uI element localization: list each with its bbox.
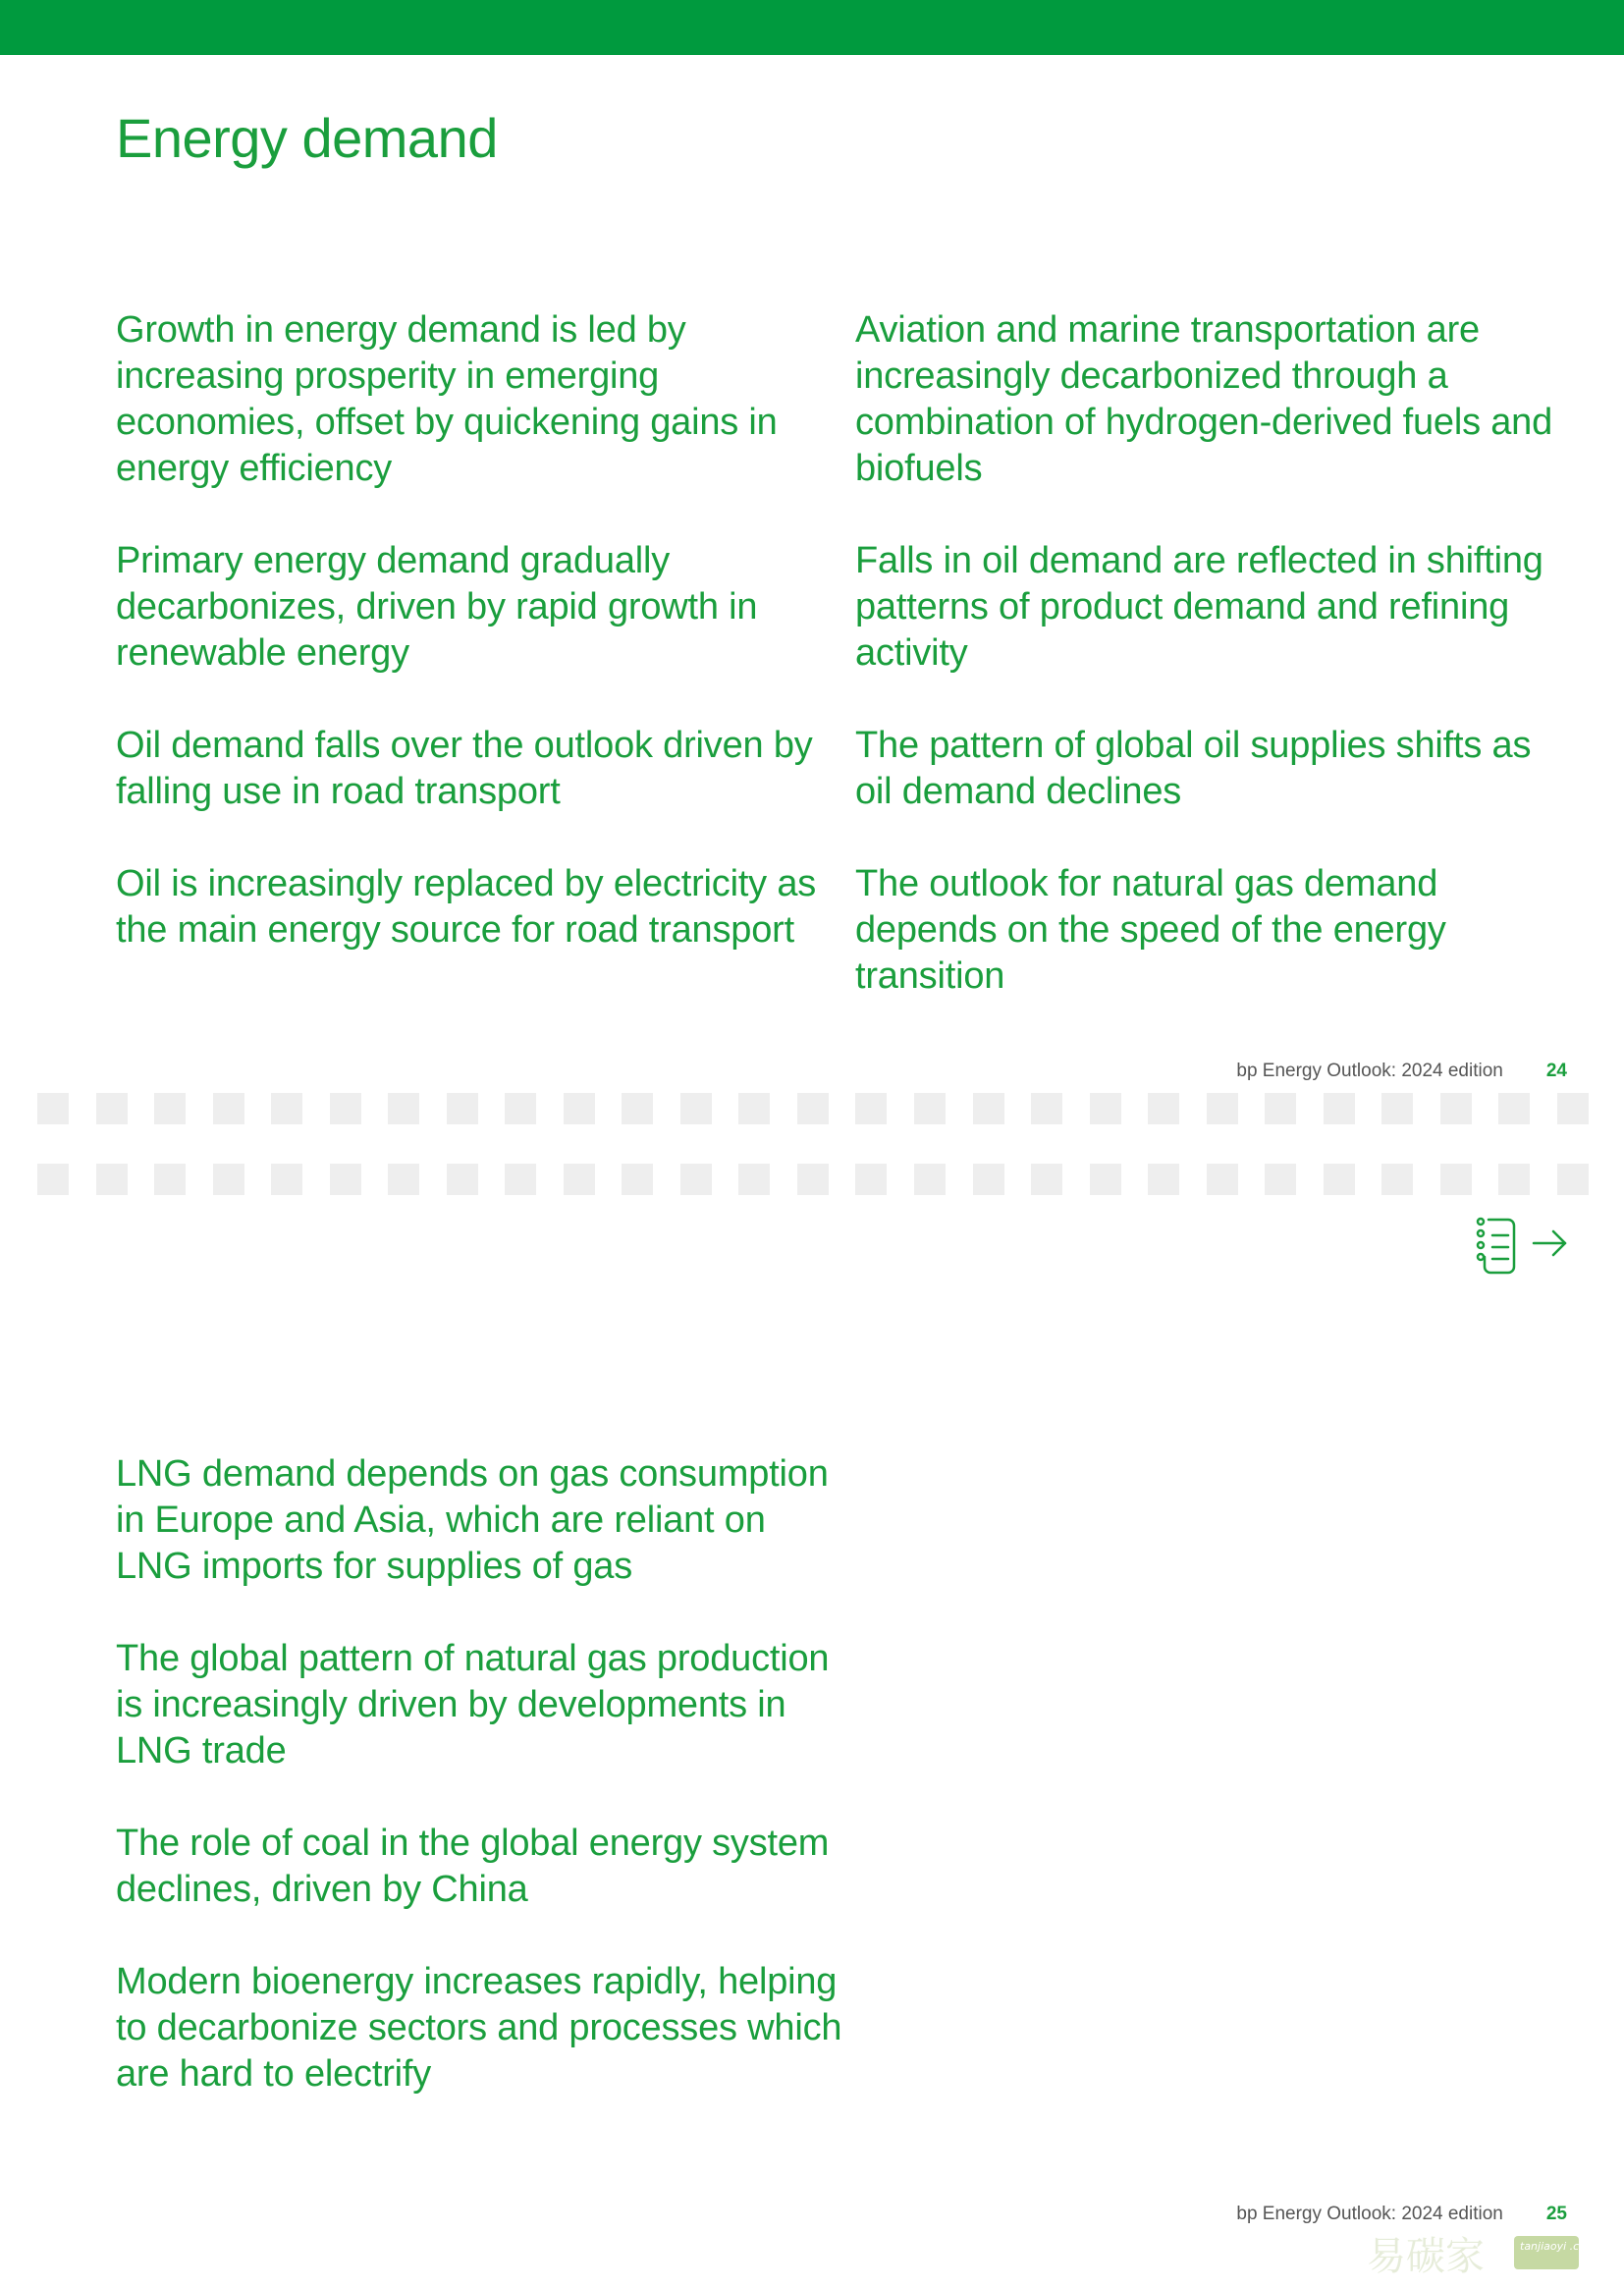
- page24-left-column: [116, 307, 823, 1000]
- top-brand-bar: [0, 0, 1624, 55]
- summary-item: Falls in oil demand are reflected in shifting patterns of product demand and refining activity: [855, 540, 1543, 674]
- summary-item: Growth in energy demand is led by increasing prosperity in emerging economies, offset by quickening gains in energy efficiency: [116, 309, 778, 489]
- summary-item: The global pattern of natural gas production is increasingly driven by developments in LNG trade: [116, 1638, 830, 1771]
- summary-item: The outlook for natural gas demand depends on the speed of the energy transition: [855, 863, 1446, 997]
- watermark-text: 易碳家: [1367, 2234, 1485, 2279]
- page-divider: [37, 1093, 1589, 1124]
- contents-list-arrow-icon[interactable]: [1473, 1214, 1573, 1277]
- summary-item: Oil is increasingly replaced by electricity as the main energy source for road transport: [116, 863, 817, 951]
- page25-left-column: [116, 1451, 842, 2144]
- summary-item: The role of coal in the global energy system declines, driven by China: [116, 1823, 830, 1910]
- summary-item: Aviation and marine transportation are increasingly decarbonized through a combination of hydrogen-derived fuels and biofuels: [855, 309, 1553, 489]
- summary-item: Oil demand falls over the outlook driven by falling use in road transport: [116, 725, 813, 812]
- watermark-logo: [1367, 2230, 1597, 2281]
- page-number: 25: [1545, 2204, 1567, 2224]
- summary-item: Modern bioenergy increases rapidly, helping to decarbonize sectors and processes which are hard to electrify: [116, 1961, 842, 2095]
- summary-item: The pattern of global oil supplies shifts as oil demand declines: [855, 725, 1532, 812]
- page-footer: [1236, 1061, 1567, 1082]
- summary-item: Primary energy demand gradually decarbonizes, driven by rapid growth in renewable energy: [116, 540, 758, 674]
- page-number: 24: [1545, 1061, 1567, 1081]
- footer-label: bp Energy Outlook: 2024 edition: [1236, 1061, 1503, 1081]
- footer-label: bp Energy Outlook: 2024 edition: [1236, 2204, 1503, 2224]
- summary-item: LNG demand depends on gas consumption in Europe and Asia, which are reliant on LNG imports for supplies of gas: [116, 1453, 829, 1587]
- watermark-sub: tanjiaoyi .com: [1520, 2240, 1597, 2253]
- page24-right-column: [855, 307, 1577, 1046]
- page-divider: [37, 1164, 1589, 1195]
- page-title: Energy demand: [116, 107, 498, 169]
- page-footer: [1236, 2204, 1567, 2225]
